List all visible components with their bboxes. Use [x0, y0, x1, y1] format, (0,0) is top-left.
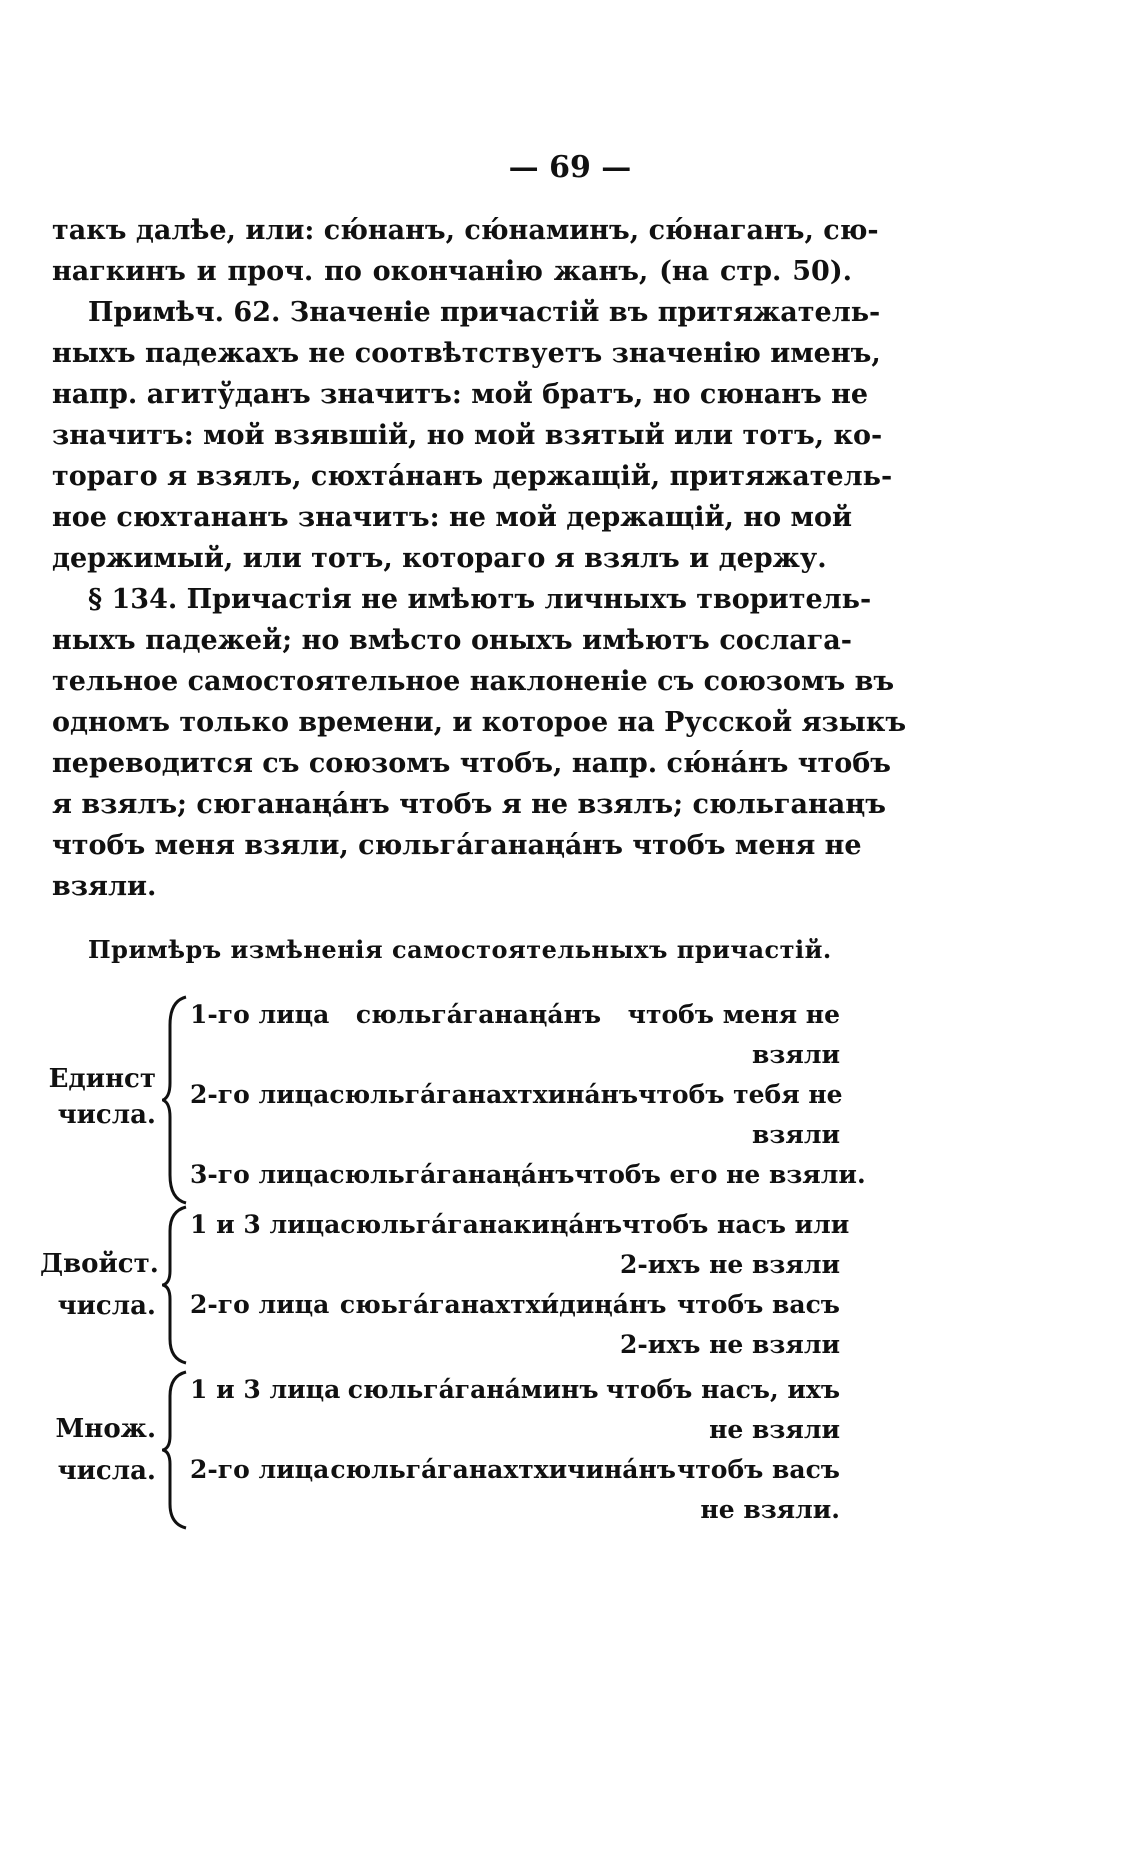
text-line: чтобъ меня взяли, сюльга́ганаңа́нъ чтобъ меня не [52, 830, 862, 861]
brace-icon [162, 1370, 188, 1530]
text-line: ное сюхтананъ значитъ: не мой держащій, но мой [52, 502, 853, 533]
table-heading: Примѣръ измѣненія самостоятельныхъ причастій. [88, 935, 832, 964]
entry: 3-го лица сюльга́ганаңа́нъ чтобъ его не взяли. [190, 1160, 866, 1189]
text-line: тельное самостоятельное наклоненіе съ союзомъ въ [52, 666, 895, 697]
text-line: переводится съ союзомъ чтобъ, напр. сю́на́нъ чтобъ [52, 748, 891, 779]
brace-icon [162, 995, 188, 1205]
text-line: значитъ: мой взявшій, но мой взятый или тотъ, ко- [52, 420, 883, 451]
group-label: Единст числа. [48, 1064, 156, 1130]
text-line: нагкинъ и проч. по окончанію жанъ, (на стр. 50). [52, 256, 852, 287]
page-number: — 69 — [508, 150, 632, 185]
text-line: Примѣч. 62. Значеніе причастій въ притяжатель- [88, 297, 881, 328]
group-label: Множ. числа. [55, 1414, 156, 1486]
group-label: Двойст. числа. [40, 1249, 159, 1321]
text-line: § 134. Причастія не имѣютъ личныхъ творитель- [88, 584, 872, 615]
entry: 1-го лица сюльга́ганаңа́нъ чтобъ меня не взяли [190, 1000, 840, 1069]
text-line: ныхъ падежахъ не соотвѣтствуетъ значенію именъ, [52, 338, 881, 369]
text-line: ныхъ падежей; но вмѣсто оныхъ имѣютъ сослага- [52, 625, 852, 656]
text-line: держимый, или тотъ, котораго я взялъ и держу. [52, 543, 827, 574]
body-text [52, 210, 907, 907]
text-line: тораго я взялъ, сюхта́нанъ держащій, притяжатель- [52, 461, 893, 492]
text-line: одномъ только времени, и которое на Русской языкъ [52, 707, 907, 738]
text-line: я взялъ; сюганаңа́нъ чтобъ я не взялъ; сюльганаңъ [52, 789, 886, 820]
text-line: взяли. [52, 871, 157, 902]
entry: 1 и 3 лица сюльга́ганакиңа́нъ чтобъ насъ или 2-ихъ не взяли [190, 1210, 850, 1279]
brace-icon [162, 1205, 188, 1365]
entry: 2-го лица сюльга́ганахтхичина́нъ чтобъ васъ не взяли. [190, 1455, 840, 1524]
entry: 1 и 3 лица сюльга́гана́минъ чтобъ насъ, ихъ не взяли [190, 1375, 840, 1444]
group-plural [40, 1370, 840, 1530]
group-singular [40, 995, 866, 1205]
text-line: напр. агитўданъ значитъ: мой братъ, но сюнанъ не [52, 379, 869, 410]
entry: 2-го лица сюльга́ганахтхина́нъ чтобъ тебя не взяли [190, 1080, 843, 1149]
entry: 2-го лица сюьга́ганахтхи́диңа́нъ чтобъ васъ 2-ихъ не взяли [190, 1290, 840, 1359]
text-line: такъ далѣе, или: сю́нанъ, сю́наминъ, сю́наганъ, сю- [52, 215, 879, 246]
group-dual [40, 1205, 850, 1365]
